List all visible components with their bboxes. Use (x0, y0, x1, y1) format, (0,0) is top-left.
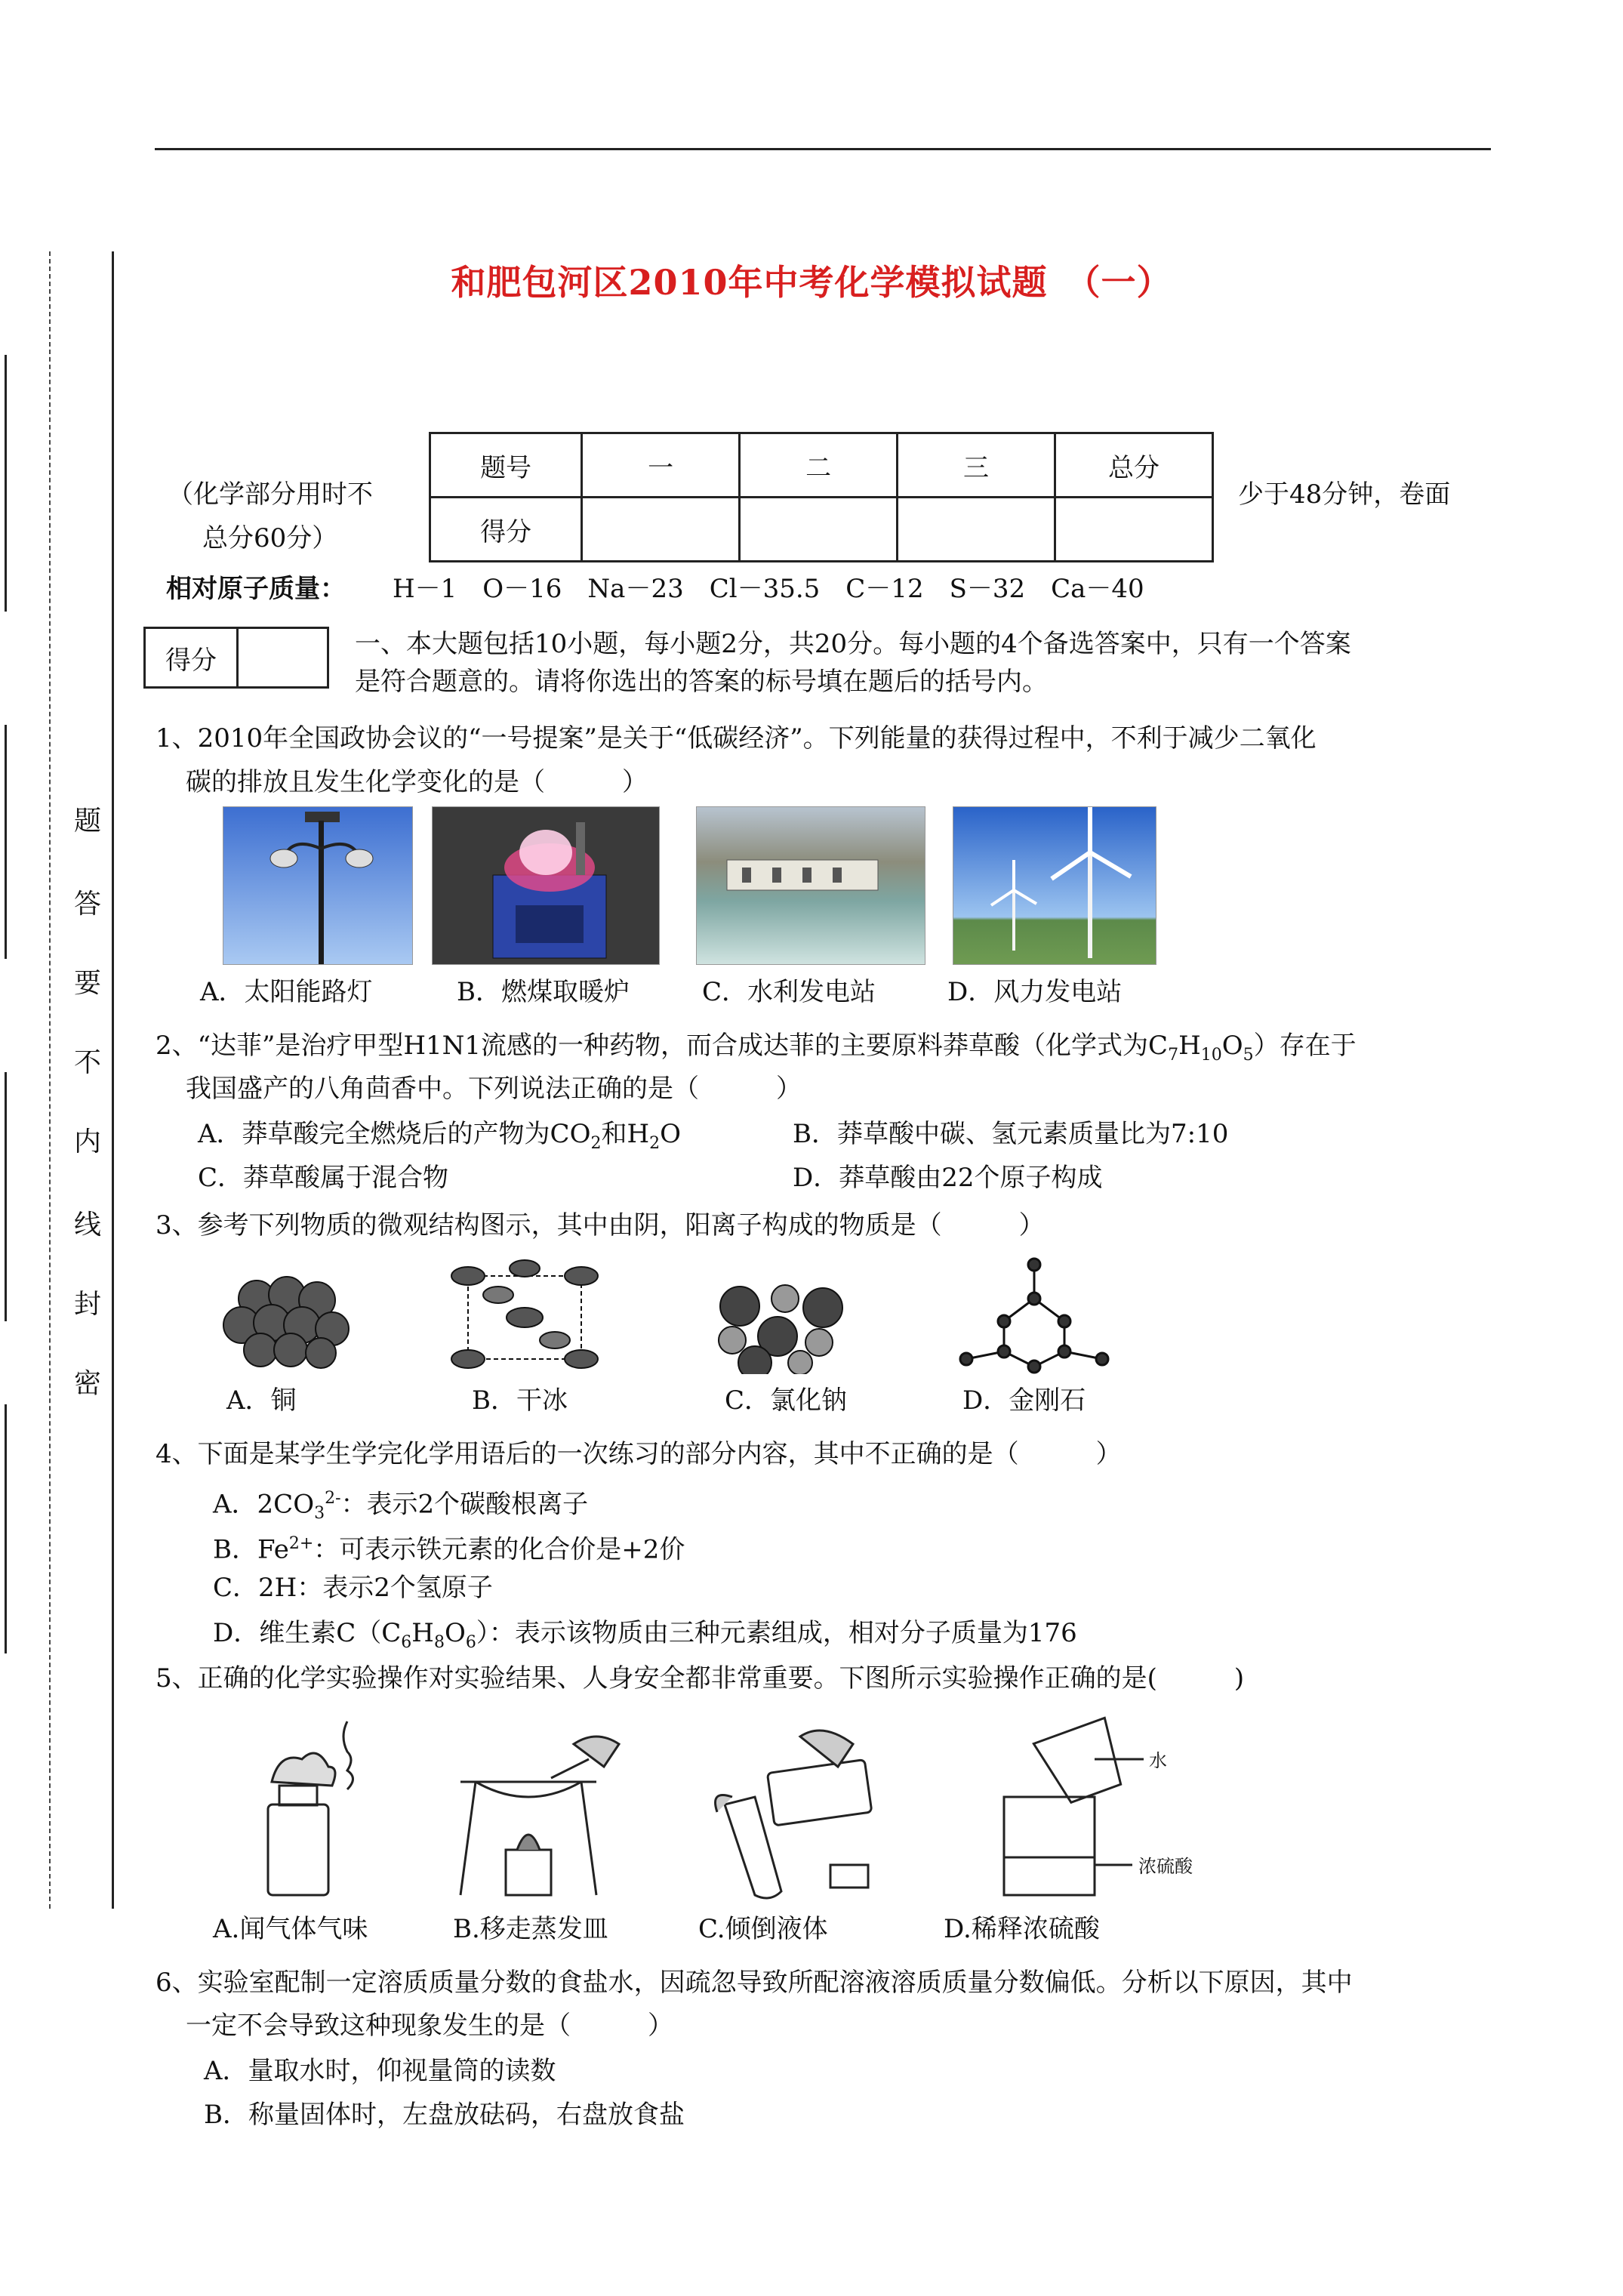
q2-option-a[interactable]: A．莽草酸完全燃烧后的产物为$CO_2$和$H_2O$ (198, 1119, 681, 1153)
evaporating-dish-drawing (460, 1737, 619, 1895)
q3-option-a[interactable]: A．铜 (226, 1385, 297, 1416)
margin-edge-line (5, 1072, 7, 1321)
q1-option-c[interactable]: C．水利发电站 (702, 977, 876, 1007)
seal-char: 密 (73, 1368, 101, 1399)
question-6-text: 6、实验室配制一定溶质质量分数的食盐水，因疏忽导致所配溶液溶质质量分数偏低。分析以下原因，其中 (156, 1968, 1353, 1998)
acid-label: 浓硫酸 (1138, 1856, 1193, 1877)
score-cell[interactable] (740, 498, 898, 562)
question-3-text: 3、参考下列物质的微观结构图示，其中由阴，阳离子构成的物质是（ ） (156, 1210, 1045, 1240)
q1-option-b[interactable]: B．燃煤取暖炉 (457, 977, 630, 1007)
header-rule (155, 148, 1491, 150)
q6-option-b[interactable]: B．称量固体时，左盘放砝码，右盘放食盐 (204, 2100, 685, 2130)
water-label: 水 (1149, 1750, 1167, 1771)
time-note-line2: 总分60分） (202, 523, 338, 553)
score-cell[interactable] (898, 498, 1055, 562)
dry-ice-structure (451, 1260, 598, 1368)
score-table-label: 得分 (430, 498, 582, 562)
sodium-chloride-structure (719, 1285, 842, 1374)
q1-option-d[interactable]: D．风力发电站 (947, 977, 1123, 1007)
q5-option-c[interactable]: C.倾倒液体 (698, 1914, 828, 1944)
score-table (429, 432, 1214, 562)
page-title: 和肥包河区2010年中考化学模拟试题 （一） (451, 262, 1172, 303)
score-cell[interactable] (1055, 498, 1213, 562)
time-note-line1: （化学部分用时不 (168, 479, 373, 510)
seal-char: 要 (73, 968, 101, 999)
score-cell[interactable] (582, 498, 740, 562)
q3-option-d[interactable]: D．金刚石 (962, 1385, 1086, 1416)
q4-option-c[interactable]: C．2H：表示2个氢原子 (213, 1573, 493, 1603)
q1-option-a[interactable]: A．太阳能路灯 (200, 977, 373, 1007)
seal-char: 不 (73, 1047, 101, 1078)
score-table-header: 题号 (430, 433, 582, 498)
smell-gas-drawing (268, 1721, 353, 1895)
seal-char: 封 (73, 1289, 101, 1320)
score-table-header: 三 (898, 433, 1055, 498)
atomic-mass-values: H－1 O－16 Na－23 Cl－35.5 C－12 S－32 Ca－40 (393, 574, 1144, 604)
q2-option-b[interactable]: B．莽草酸中碳、氢元素质量比为7:10 (793, 1119, 1229, 1149)
coal-stove-image (432, 806, 660, 965)
crystal-structures-figure (181, 1253, 1170, 1374)
atomic-mass-label: 相对原子质量： (166, 574, 346, 604)
q3-option-b[interactable]: B．干冰 (472, 1385, 568, 1416)
margin-edge-line (5, 1404, 7, 1653)
hydropower-station-image (696, 806, 925, 965)
time-note-right: 少于48分钟，卷面 (1238, 479, 1451, 510)
score-table-header: 总分 (1055, 433, 1213, 498)
question-1-text: 碳的排放且发生化学变化的是（ ） (186, 767, 648, 797)
q6-option-a[interactable]: A．量取水时，仰视量筒的读数 (204, 2056, 556, 2086)
q4-option-d[interactable]: D．维生素$C(C_6H_8O_6)$：表示该物质由三种元素组成，相对分子质量为176 (213, 1618, 1077, 1652)
score-table-header: 二 (740, 433, 898, 498)
section1-instructions: 一、本大题包括10小题，每小题2分，共20分。每小题的4个备选答案中，只有一个答案 (355, 629, 1351, 659)
binding-dashed-line (49, 251, 51, 1909)
q5-option-a[interactable]: A.闻气体气味 (213, 1914, 368, 1944)
q5-option-d[interactable]: D.稀释浓硫酸 (944, 1914, 1100, 1944)
solar-streetlight-image (223, 806, 413, 965)
wind-turbine-image (953, 806, 1156, 965)
q2-option-c[interactable]: C．莽草酸属于混合物 (198, 1163, 449, 1193)
seal-char: 线 (73, 1210, 101, 1240)
q2-option-d[interactable]: D．莽草酸由22个原子构成 (793, 1163, 1103, 1193)
section-score-box (143, 627, 329, 689)
margin-edge-line (5, 355, 7, 612)
copper-structure (223, 1277, 349, 1368)
question-2-text: 我国盛产的八角茴香中。下列说法正确的是（ ） (186, 1074, 802, 1104)
seal-char: 内 (73, 1126, 101, 1157)
seal-char: 题 (73, 806, 101, 837)
score-table-header: 一 (582, 433, 740, 498)
question-1-text: 1、2010年全国政协会议的“一号提案”是关于“低碳经济”。下列能量的获得过程中，不利于减少二氧化 (156, 723, 1317, 754)
pour-liquid-drawing (716, 1730, 872, 1898)
seal-char: 答 (73, 889, 101, 920)
dilute-acid-drawing (1004, 1718, 1144, 1895)
q4-option-a[interactable]: A．$2CO_3^{2-}$：表示2个碳酸根离子 (213, 1489, 589, 1524)
q5-option-b[interactable]: B.移走蒸发皿 (453, 1914, 608, 1944)
question-5-text: 5、正确的化学实验操作对实验结果、人身安全都非常重要。下图所示实验操作正确的是( ) (156, 1663, 1245, 1693)
binding-solid-line (112, 251, 114, 1909)
q3-option-c[interactable]: C．氯化钠 (725, 1385, 848, 1416)
question-4-text: 4、下面是某学生学完化学用语后的一次练习的部分内容，其中不正确的是（ ） (156, 1439, 1122, 1469)
section-score-label: 得分 (146, 629, 239, 686)
q4-option-b[interactable]: B．$Fe^{2+}$：可表示铁元素的化合价是+2价 (213, 1534, 685, 1565)
question-6-text: 一定不会导致这种现象发生的是（ ） (186, 2011, 673, 2041)
section1-instructions: 是符合题意的。请将你选出的答案的标号填在题后的括号内。 (355, 667, 1048, 697)
margin-edge-line (5, 725, 7, 959)
question-2-text: 2、“达菲”是治疗甲型H1N1流感的一种药物，而合成达菲的主要原料莽草酸（化学式为$C_7H_{10}O_5$）存在于 (156, 1031, 1357, 1065)
lab-operations-figure (226, 1714, 1230, 1903)
diamond-structure (960, 1259, 1108, 1373)
section-score-cell[interactable] (239, 629, 327, 686)
